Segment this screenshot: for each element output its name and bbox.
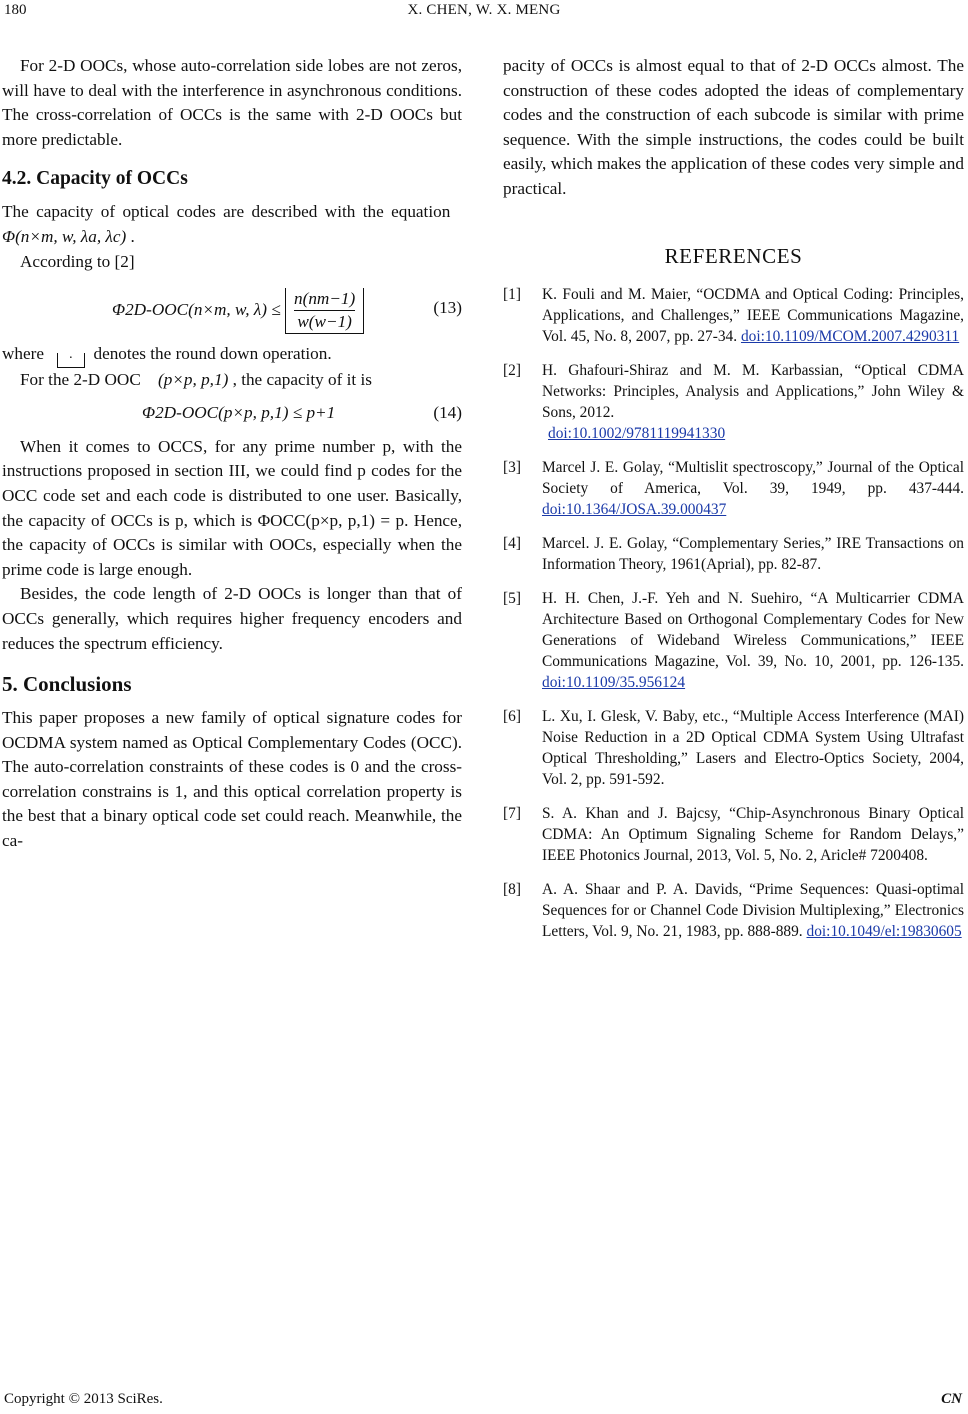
- reference-item: [503, 588, 964, 693]
- reference-text: H. Ghafouri-Shiraz and M. M. Karbassian, “Optical CDMA Networks: Principles, Analysis and Applications,” John Wiley & Sons, 2012.: [542, 362, 964, 422]
- paragraph: According to [2]: [20, 251, 135, 271]
- equation-inline: Φ(n×m, w, λa, λc): [2, 226, 127, 246]
- equation-number: (13): [433, 298, 462, 318]
- reference-item: [503, 457, 964, 520]
- reference-text: Marcel. J. E. Golay, “Complementary Series,” IRE Transactions on Information Theory, 1961(Aprial), pp. 82-87.: [542, 535, 964, 574]
- paragraph: When it comes to OCCS, for any prime number p, with the instructions proposed in section III, we could find p codes for the OCC code set and each code is distributed to one user. Basically, the capacity of OCCs is p, which is ΦOCC(p×p, p,1) = p. Hence, the capacity of OCCs is similar with OOCs, especially when the prime code is large enough.: [2, 436, 462, 579]
- fraction-numerator: n(nm−1): [294, 289, 356, 309]
- paragraph: For 2-D OOCs, whose auto-correlation side lobes are not zeros, will have to deal with the interference in asynchronous conditions. The cross-correlation of OCCs is the same with 2-D OOCs but more predictable.: [2, 56, 462, 149]
- equation-body: Φ2D-OOC(p×p, p,1) ≤ p+1: [142, 402, 336, 422]
- reference-item: [503, 706, 964, 790]
- reference-list: [503, 284, 964, 942]
- doi-link[interactable]: doi:10.1002/9781119941330: [548, 425, 726, 443]
- reference-text: Marcel J. E. Golay, “Multislit spectroscopy,” Journal of the Optical Society of America, Vol. 39, 1949, pp. 437-444.: [542, 459, 964, 498]
- paragraph: [2, 368, 462, 393]
- equation-inline: (p×p, p,1): [157, 370, 229, 390]
- doi-link[interactable]: doi:10.1049/el:19830605: [806, 923, 962, 941]
- journal-abbreviation: CN: [941, 1391, 962, 1407]
- page-number: 180: [4, 2, 27, 18]
- right-column: [503, 54, 964, 955]
- paragraph-text: where: [2, 344, 44, 364]
- reference-item: [503, 803, 964, 866]
- running-header: [0, 2, 968, 24]
- floor-symbol: ·: [57, 353, 85, 368]
- reference-text: S. A. Khan and J. Bajcsy, “Chip-Asynchronous Binary Optical CDMA: An Optimum Signaling Scheme for Random Delays,” IEEE Photonics Journal, 2013, Vol. 5, No. 2, Aricle# 7200408.: [542, 805, 964, 865]
- paragraph: This paper proposes a new family of optical signature codes for OCDMA system named as Optical Complementary Codes (OCC). The auto-correlation constraints of these codes is 0 and the cross-correlation constrains is 1, and this optical correlation property is the best that a binary optical code set could reach. Meanwhile, the ca-: [2, 708, 462, 851]
- running-authors: X. CHEN, W. X. MENG: [407, 2, 561, 18]
- reference-number: [1]: [503, 286, 521, 304]
- floor-fraction: [285, 288, 364, 334]
- reference-item: [503, 284, 964, 347]
- reference-text: L. Xu, I. Glesk, V. Baby, etc., “Multiple Access Interference (MAI) Noise Reduction in a 2D Optical CDMA System Using Ultrafast Optical Thresholding,” Lasers and Electro-Optics Society, 2004, Vol. 2, pp. 591-592.: [542, 708, 964, 789]
- doi-link[interactable]: doi:10.1109/35.956124: [542, 674, 686, 692]
- reference-number: [3]: [503, 459, 521, 477]
- reference-item: [503, 360, 964, 444]
- reference-text: A. A. Shaar and P. A. Davids, “Prime Sequences: Quasi-optimal Sequences for or Channel Code Division Multiplexing,” Electronics Letters, Vol. 9, No. 21, 1983, pp. 888-889.: [542, 881, 964, 941]
- copyright-notice: Copyright © 2013 SciRes.: [4, 1391, 163, 1407]
- equation-number: (14): [433, 402, 462, 422]
- left-column: [2, 54, 462, 854]
- section-heading: 5. Conclusions: [2, 672, 132, 697]
- reference-number: [5]: [503, 590, 521, 608]
- reference-item: [503, 879, 964, 942]
- references-heading: REFERENCES: [664, 243, 803, 268]
- paragraph-text: .: [130, 226, 135, 246]
- paragraph-text: , the capacity of it is: [232, 370, 372, 390]
- paragraph-text: The capacity of optical codes are described with the equation: [2, 202, 451, 222]
- reference-text: H. H. Chen, J.-F. Yeh and N. Suehiro, “A Multicarrier CDMA Architecture Based on Orthogonal Complementary Codes for New Generations of Wideband Wireless Communications,” IEEE Communications Magazine, Vol. 39, No. 10, 2001, pp. 126-135.: [542, 590, 964, 671]
- paragraph: [2, 200, 462, 249]
- reference-number: [2]: [503, 362, 521, 380]
- doi-link[interactable]: doi:10.1364/JOSA.39.000437: [542, 501, 727, 519]
- reference-number: [8]: [503, 881, 521, 899]
- reference-number: [4]: [503, 535, 521, 553]
- doi-link[interactable]: doi:10.1109/MCOM.2007.4290311: [740, 328, 960, 346]
- paragraph-text: denotes the round down operation.: [93, 344, 332, 364]
- reference-item: [503, 533, 964, 575]
- reference-number: [7]: [503, 805, 521, 823]
- paragraph: Besides, the code length of 2-D OOCs is longer than that of OCCs generally, which requires higher frequency encoders and reduces the spectrum efficiency.: [2, 584, 462, 653]
- equation-lhs: Φ2D-OOC(n×m, w, λ) ≤: [112, 300, 281, 320]
- equation-13: [2, 278, 462, 338]
- paragraph: pacity of OCCs is almost equal to that of 2-D OCCs almost. The construction of these codes adopted the ideas of complementary codes and the construction of each subcode is similar with prime sequence. With the simple instructions, the codes could be built easily, which makes the application of these codes very simple and practical.: [503, 56, 964, 198]
- paragraph: [2, 342, 462, 368]
- equation-14: [2, 397, 462, 431]
- reference-number: [6]: [503, 708, 521, 726]
- section-heading: 4.2. Capacity of OCCs: [2, 168, 188, 190]
- fraction-denominator: w(w−1): [294, 310, 355, 333]
- paragraph-text: For the 2-D OOC: [20, 370, 141, 390]
- reference-text: K. Fouli and M. Maier, “OCDMA and Optical Coding: Principles, Applications, and Challenges,” IEEE Communications Magazine, Vol. 45, No. 8, 2007, pp. 27-34.: [542, 286, 964, 346]
